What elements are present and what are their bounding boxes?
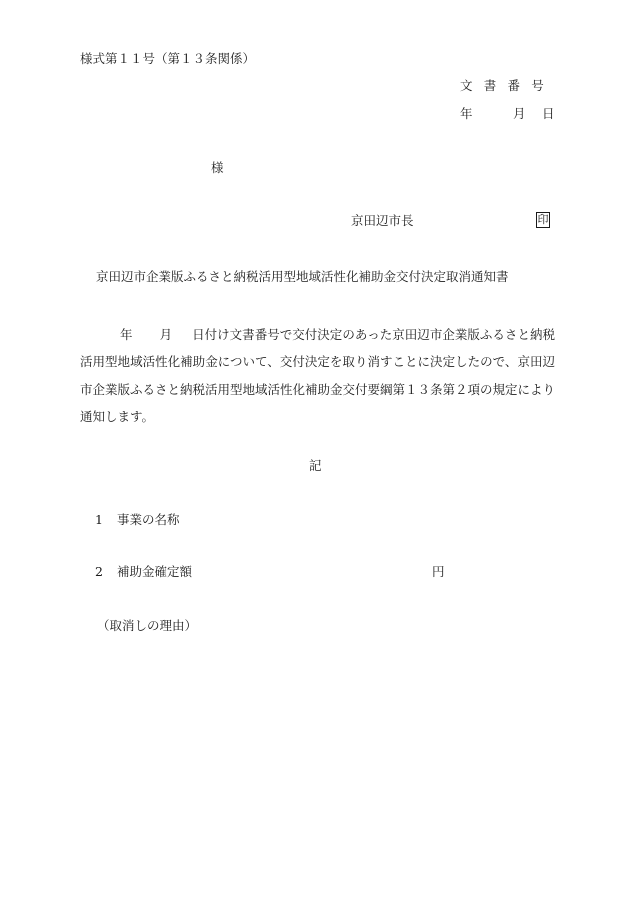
item-label: 補助金確定額 [117, 564, 193, 579]
cancellation-reason-label: （取消しの理由） [97, 618, 198, 633]
recipient-honorific: 様 [211, 160, 224, 175]
date-year: 年 [460, 106, 473, 121]
item-label: 事業の名称 [117, 512, 180, 527]
form-number: 様式第１１号（第１３条関係） [80, 51, 256, 66]
body-text: 日付け文書番号で交付決定のあった京田辺市企業版ふるさと納税活用型地域活性化補助金について、交付決定を取り消すことに決定したので、京田辺市企業版ふるさと納税活用型地域活性化補助金交付要綱第１３条第２項の規定により通知します。 [80, 327, 556, 424]
item-number: 2 [95, 564, 103, 579]
ki-heading: 記 [309, 458, 322, 473]
date-month: 月 [513, 106, 526, 121]
body-month: 月 [159, 327, 173, 342]
body-year: 年 [120, 327, 133, 342]
seal-mark: 印 [537, 213, 549, 226]
date-day: 日 [542, 106, 555, 121]
item-number: 1 [95, 512, 103, 527]
document-title: 京田辺市企業版ふるさと納税活用型地域活性化補助金交付決定取消通知書 [96, 269, 509, 284]
item-project-name [95, 514, 180, 527]
document-number-label: 文書番号 [460, 78, 556, 93]
sender-title: 京田辺市長 [351, 213, 414, 228]
yen-unit: 円 [432, 564, 445, 579]
body-paragraph [80, 321, 555, 430]
item-subsidy-amount [95, 566, 192, 579]
